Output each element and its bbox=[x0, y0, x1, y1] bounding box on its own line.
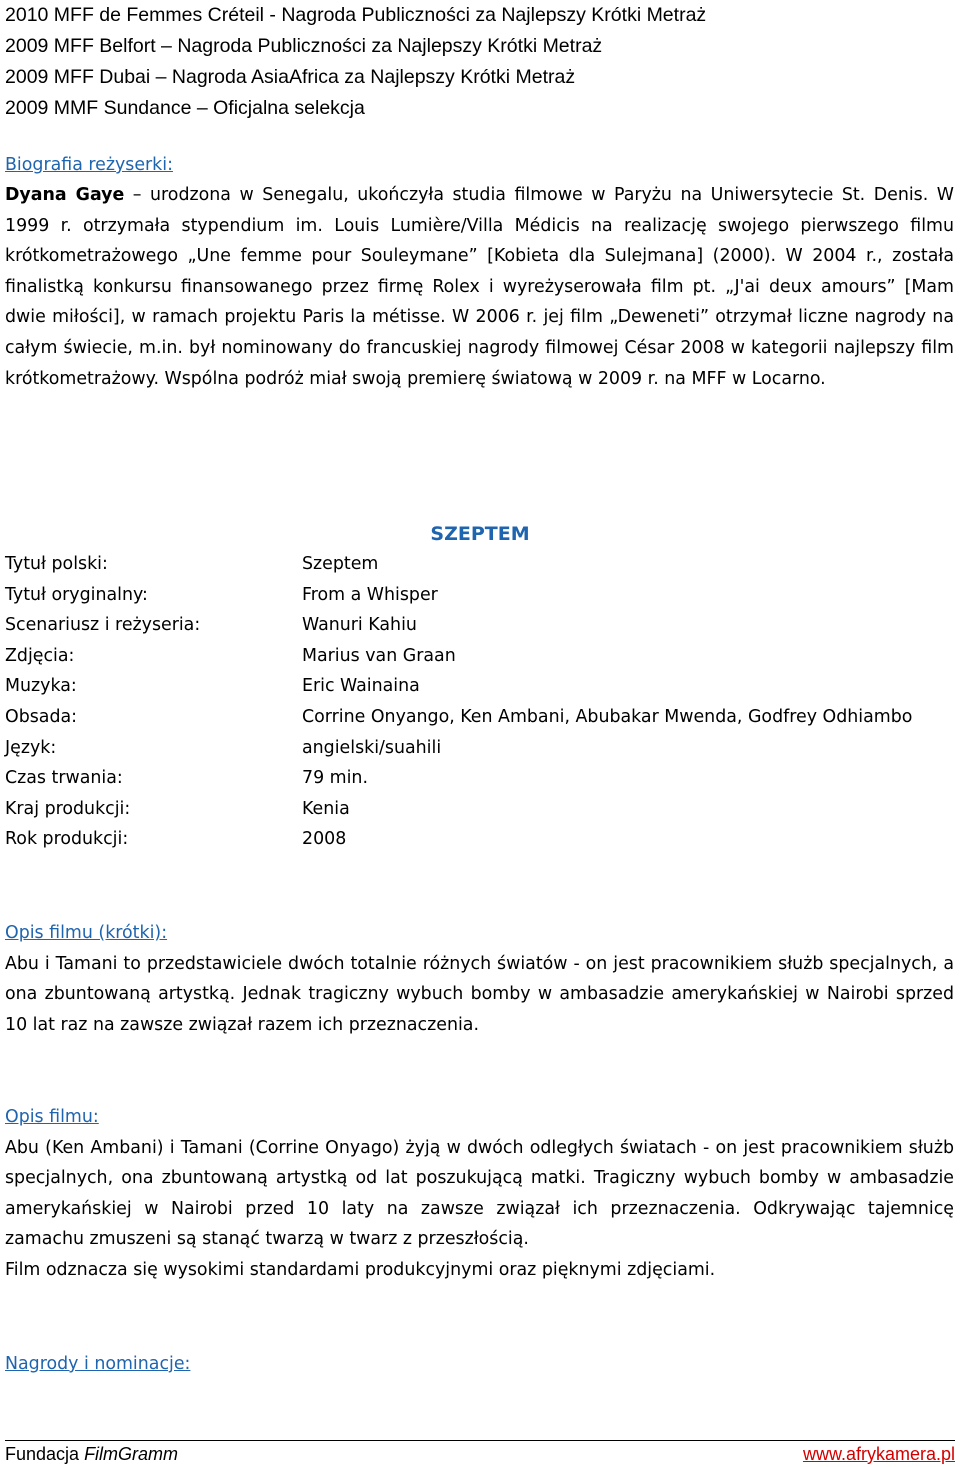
info-row-cinematography bbox=[5, 641, 955, 672]
info-row-polish-title bbox=[5, 549, 955, 580]
info-label: Kraj produkcji: bbox=[5, 798, 131, 819]
footer-foundation-label: Fundacja bbox=[5, 1444, 85, 1464]
info-label: Język: bbox=[5, 737, 57, 758]
footer-foundation-name: FilmGramm bbox=[84, 1444, 179, 1464]
info-value: Szeptem bbox=[302, 554, 379, 574]
info-value: 2008 bbox=[302, 829, 347, 850]
biography-body: – urodzona w Senegalu, ukończyła studia filmowe w Paryżu na Uniwersytecie St. Denis. W 1999 r. otrzymała stypendium im. Louis Lumière/Villa Médicis na realizację swojego pierwszego filmu krótkometrażowego „Une femme pour Souleymane” [Kobieta dla Sulejmana] (2000). W 2004 r., została finalistką konkursu finansowanego przez firmę Rolex i wyreżyserowała film pt. „J'ai deux amours” [Mam dwie miłości], w ramach projektu Paris la métisse. W 2006 r. jej film „Deweneti” otrzymał liczne nagrody na całym świecie, m.in. był nominowany do francuskiej nagrody filmowej César 2008 w kategorii najlepszy film krótkometrażowy. Wspólna podróż miał swoją premierę światową w 2009 r. na MFF w Locarno. bbox=[5, 185, 954, 389]
info-row-director bbox=[5, 610, 955, 641]
award-item: 2009 MFF Dubai – Nagroda AsiaAfrica za Najlepszy Krótki Metraż bbox=[5, 66, 576, 88]
info-value: Wanuri Kahiu bbox=[302, 615, 417, 636]
info-row-year bbox=[5, 824, 955, 855]
info-label: Muzyka: bbox=[5, 676, 77, 697]
info-value: angielski/suahili bbox=[302, 737, 442, 758]
short-description-heading: Opis filmu (krótki): bbox=[5, 923, 168, 943]
info-label: Scenariusz i reżyseria: bbox=[5, 615, 201, 636]
description-text-2: Film odznacza się wysokimi standardami produkcyjnymi oraz pięknymi zdjęciami. bbox=[5, 1259, 716, 1280]
film-info-table bbox=[5, 549, 955, 855]
award-item: 2010 MFF de Femmes Créteil - Nagroda Publiczności za Najlepszy Krótki Metraż bbox=[5, 4, 707, 26]
info-value: 79 min. bbox=[302, 768, 368, 789]
description-heading: Opis filmu: bbox=[5, 1107, 99, 1127]
info-row-original-title bbox=[5, 580, 955, 611]
info-row-cast bbox=[5, 702, 955, 733]
biography-heading: Biografia reżyserki: bbox=[5, 155, 173, 175]
award-item: 2009 MFF Belfort – Nagroda Publiczności za Najlepszy Krótki Metraż bbox=[5, 35, 603, 57]
info-row-country bbox=[5, 794, 955, 825]
info-row-music bbox=[5, 671, 955, 702]
info-value: Corrine Onyango, Ken Ambani, Abubakar Mwenda, Godfrey Odhiambo bbox=[302, 706, 913, 727]
info-label: Tytuł oryginalny: bbox=[5, 584, 148, 605]
info-label: Zdjęcia: bbox=[5, 645, 75, 666]
info-value: Kenia bbox=[302, 798, 350, 819]
film-title: SZEPTEM bbox=[430, 523, 530, 545]
director-name: Dyana Gaye bbox=[5, 185, 125, 205]
description-section bbox=[5, 1102, 954, 1286]
info-row-language bbox=[5, 733, 955, 764]
info-value: Marius van Graan bbox=[302, 645, 456, 666]
page-footer bbox=[5, 1440, 955, 1465]
footer-foundation bbox=[5, 1441, 178, 1467]
info-value: Eric Wainaina bbox=[302, 676, 420, 697]
info-label: Rok produkcji: bbox=[5, 829, 129, 850]
short-description-text: Abu i Tamani to przedstawiciele dwóch totalnie różnych światów - on jest pracownikiem służb specjalnych, a ona zbuntowaną artystką. Jednak tragiczny wybuch bomby w ambasadzie amerykańskiej w Nairobi sprzed 10 lat raz na zawsze związał razem ich przeznaczenia. bbox=[5, 953, 954, 1035]
info-row-duration bbox=[5, 763, 955, 794]
info-label: Czas trwania: bbox=[5, 768, 123, 789]
awards-list bbox=[5, 0, 955, 124]
description-text: Abu (Ken Ambani) i Tamani (Corrine Onyago) żyją w dwóch odległych światach - on jest pracownikiem służb specjalnych, ona zbuntowaną artystką od lat poszukującą matki. Tragiczny wybuch bomby w ambasadzie amerykańskiej w Nairobi przed 10 laty na zawsze związał ich przeznaczenia. Odkrywając tajemnicę zamachu zmuszeni są stanąć twarzą w twarz z przeszłością. bbox=[5, 1137, 954, 1250]
short-description-section bbox=[5, 918, 954, 1040]
awards-heading: Nagrody i nominacje: bbox=[5, 1354, 191, 1374]
info-label: Tytuł polski: bbox=[5, 554, 108, 574]
footer-website-link[interactable]: www.afrykamera.pl bbox=[802, 1444, 955, 1464]
biography-text bbox=[5, 180, 954, 394]
info-value: From a Whisper bbox=[302, 584, 438, 605]
info-label: Obsada: bbox=[5, 706, 77, 727]
award-item: 2009 MMF Sundance – Oficjalna selekcja bbox=[5, 97, 365, 119]
